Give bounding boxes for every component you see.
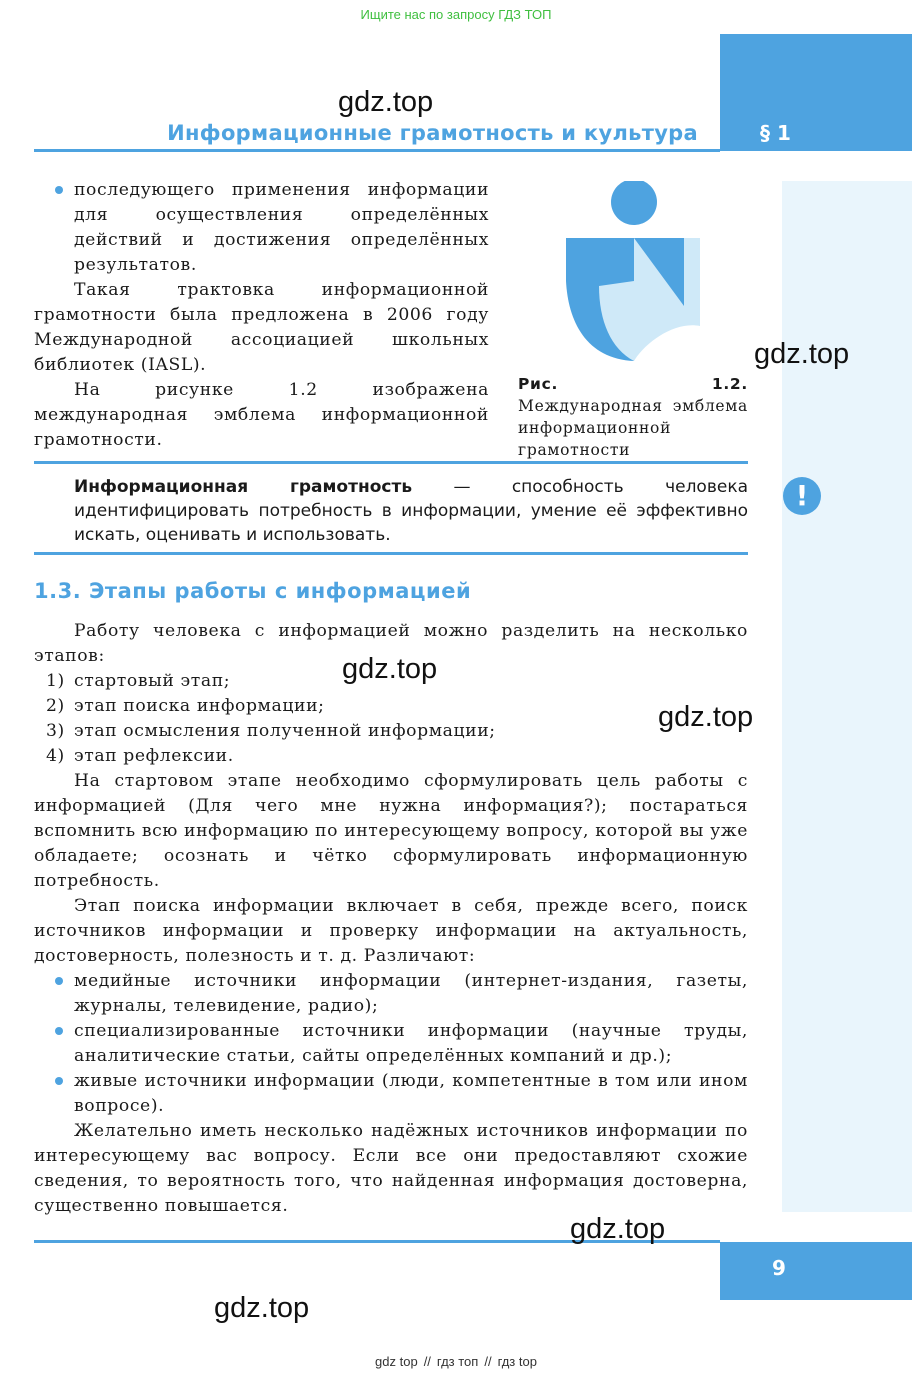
stage-number: 3) — [46, 721, 65, 741]
watermark: gdz.top — [754, 338, 850, 370]
footer-link[interactable]: гдз топ — [436, 1354, 479, 1369]
section-body — [34, 619, 748, 1219]
stage-item — [34, 694, 748, 719]
source-bullet: специализированные источники информации (научные труды, аналитические статьи, сайты определённых компаний и др.); — [34, 1019, 748, 1069]
stage-item — [34, 744, 748, 769]
stage-text: этап поиска информации; — [74, 696, 325, 716]
intro-paragraph-2: На рисунке 1.2 изображена международная эмблема информационной грамотности. — [34, 380, 489, 450]
running-title: Информационные грамотность и культура — [167, 121, 698, 145]
source-bullet: медийные источники информации (интернет-издания, газеты, журналы, телевидение, радио); — [34, 969, 748, 1019]
stage-text: стартовый этап; — [74, 671, 231, 691]
header-rule — [34, 149, 720, 152]
definition-text: — способность человека идентифицировать потребность в информации, умение её эффективно искать, оценивать и использовать. — [74, 477, 749, 545]
footer-links — [0, 1354, 912, 1369]
paragraph-label: § 1 — [760, 121, 791, 145]
watermark: gdz.top — [214, 1292, 310, 1324]
definition-box — [74, 475, 748, 547]
caption-label: Рис. 1.2. — [518, 375, 748, 393]
page-number: 9 — [772, 1256, 786, 1280]
final-paragraph: Желательно иметь несколько надёжных источников информации по интересующему вас вопросу. Если все они предоставляют схожие сведения, то вероятность того, что найденная информация достоверна, существенно повышается. — [34, 1121, 748, 1216]
footer-link[interactable]: gdz top — [375, 1354, 418, 1369]
stage-text: этап осмысления полученной информации; — [74, 721, 496, 741]
stage-item — [34, 719, 748, 744]
stage-number: 4) — [46, 746, 65, 766]
header-tab — [720, 34, 912, 151]
search-stage-paragraph: Этап поиска информации включает в себя, прежде всего, поиск источников информации и проверку информации на актуальность, достоверность, полезность и т. д. Различают: — [34, 896, 748, 966]
watermark: gdz.top — [338, 86, 434, 118]
intro-paragraph-1: Такая трактовка информационной грамотности была предложена в 2006 году Международной ассоциацией школьных библиотек (IASL). — [34, 280, 489, 375]
stage-number: 2) — [46, 696, 65, 716]
search-hint-banner: Ищите нас по запросу ГДЗ ТОП — [360, 7, 552, 22]
section-title: 1.3. Этапы работы с информацией — [34, 579, 472, 603]
stage-number: 1) — [46, 671, 65, 691]
intro-block — [34, 178, 489, 453]
footer-separator: // — [484, 1354, 492, 1369]
definition-rule-top — [34, 461, 748, 464]
watermark: gdz.top — [342, 653, 438, 685]
section-intro: Работу человека с информацией можно разделить на несколько этапов: — [34, 621, 748, 666]
watermark: gdz.top — [570, 1213, 666, 1245]
caption-text: Международная эмблема информационной грамотности — [518, 397, 748, 459]
start-stage-paragraph: На стартовом этапе необходимо сформулировать цель работы с информацией (Для чего мне нужна информация?); постараться вспомнить всю информацию по интересующему вопросу, которой вы уже обладаете; осознать и чётко сформулировать информационную потребность. — [34, 771, 748, 891]
source-bullet: живые источники информации (люди, компетентные в том или ином вопросе). — [34, 1069, 748, 1119]
emblem-icon — [566, 181, 700, 361]
definition-rule-bottom — [34, 552, 748, 555]
side-margin-strip — [782, 181, 912, 1212]
page-number-tab — [720, 1242, 912, 1300]
exclamation-icon: ! — [783, 477, 821, 515]
footer-separator: // — [423, 1354, 431, 1369]
definition-term: Информационная грамотность — [74, 477, 413, 497]
footer-link[interactable]: гдз top — [497, 1354, 537, 1369]
figure-caption — [518, 373, 748, 461]
intro-bullet: последующего применения информации для осуществления определённых действий и достижения определённых результатов. — [34, 178, 489, 278]
information-literacy-emblem — [566, 181, 700, 361]
stage-text: этап рефлексии. — [74, 746, 234, 766]
watermark: gdz.top — [658, 701, 754, 733]
